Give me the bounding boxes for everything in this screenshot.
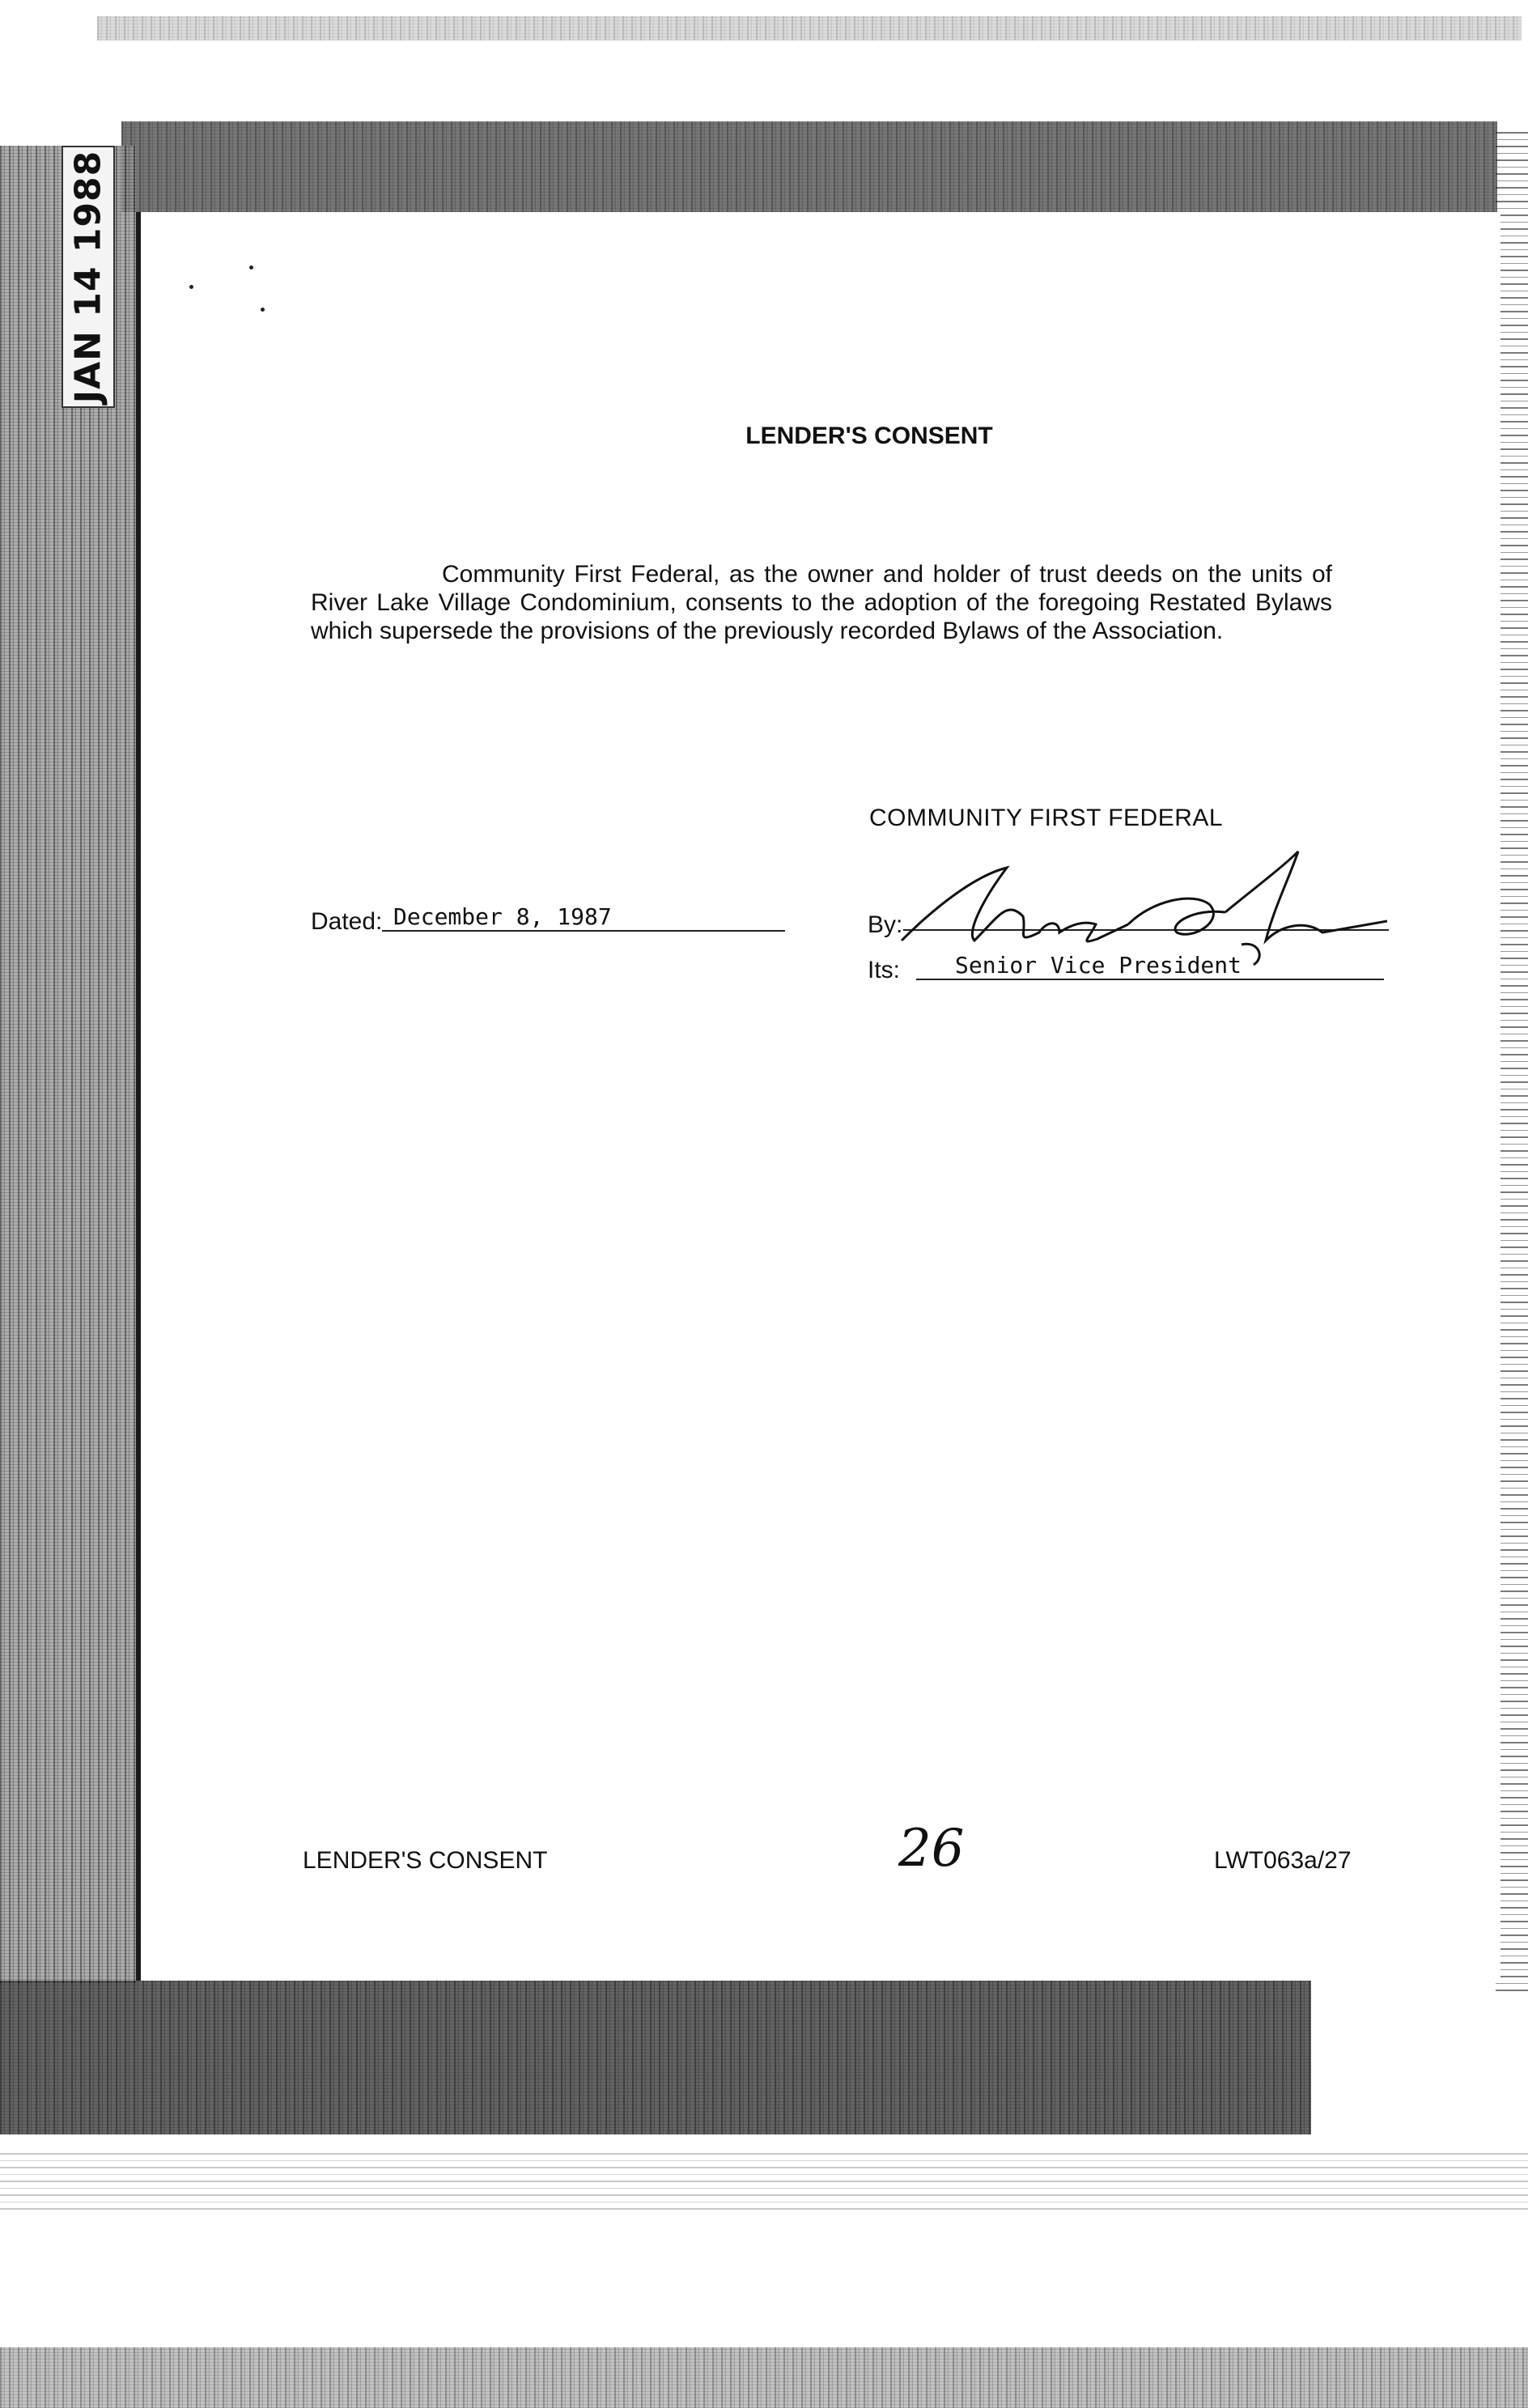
scan-noise-bottom-bar <box>0 1981 1311 2134</box>
received-date-stamp <box>62 146 115 408</box>
by-label: By: <box>868 911 903 938</box>
organization-name: COMMUNITY FIRST FEDERAL <box>869 805 1224 831</box>
scan-noise-top-bar <box>121 121 1497 212</box>
footer-title: LENDER'S CONSENT <box>303 1847 548 1874</box>
scan-noise-bottom-strip <box>0 2347 1528 2408</box>
its-field <box>868 952 1242 984</box>
scan-noise-top <box>97 16 1522 40</box>
its-label: Its: <box>868 957 901 983</box>
scan-noise-left-edge <box>0 146 136 1983</box>
consent-paragraph: Community First Federal, as the owner and holder of trust deeds on the units of River Lake Village Condominium, consents to the adoption of the foregoing Restated Bylaws which supersede the provisions of the previously recorded Bylaws of the Association. <box>311 561 1332 644</box>
document-title: LENDER'S CONSENT <box>745 423 993 449</box>
document-page <box>136 212 1500 1981</box>
handwritten-page-number: 26 <box>898 1819 965 1879</box>
stamp-date: JAN 14 1988 <box>67 150 109 404</box>
handwritten-signature <box>885 843 1387 1005</box>
document-code: LWT063a/27 <box>1214 1847 1352 1874</box>
dated-value: December 8, 1987 <box>382 903 785 932</box>
speck-3 <box>261 308 265 312</box>
its-value: Senior Vice President <box>916 952 1384 980</box>
speck-1 <box>189 285 193 289</box>
scan-lines-bottom <box>0 2153 1528 2210</box>
scan-lines-right-edge <box>1496 130 1528 1991</box>
speck-2 <box>249 265 253 270</box>
dated-field <box>311 903 612 936</box>
dated-label: Dated: <box>311 908 383 935</box>
